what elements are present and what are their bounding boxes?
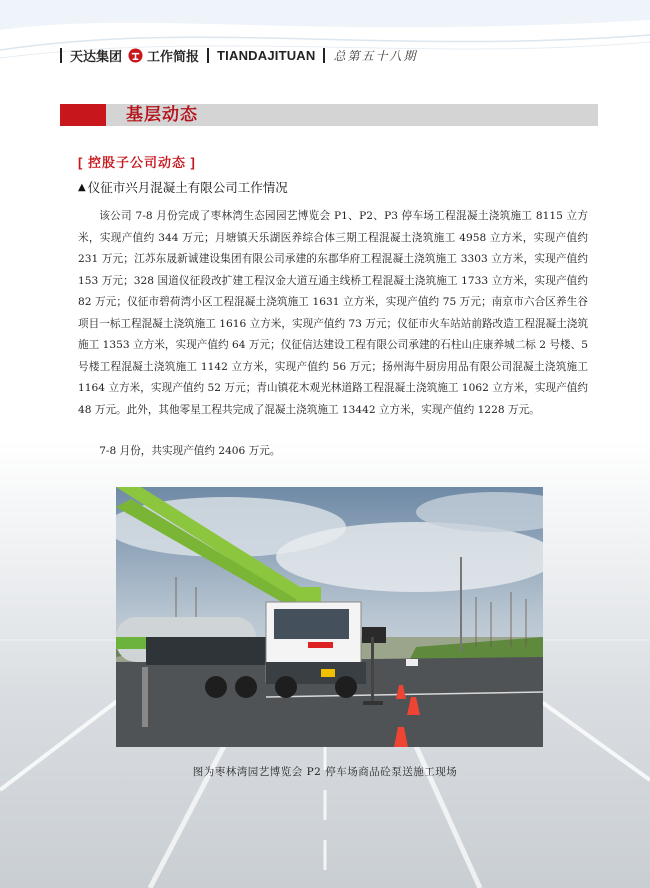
section-title: 基层动态 — [126, 105, 198, 125]
header-divider — [60, 48, 62, 63]
page-header — [60, 44, 418, 66]
section-red-block — [60, 104, 106, 126]
issue-number: 总第五十八期 — [333, 48, 418, 63]
construction-scene-image — [116, 487, 543, 747]
company-english-name: TIANDAJITUAN — [217, 47, 316, 63]
company-name: 天达集团 — [70, 48, 123, 64]
report-name: 工作简报 — [147, 48, 200, 64]
photo-caption: 图为枣林湾园艺博览会 P2 停车场商品砼泵送施工现场 — [192, 766, 458, 778]
article-title-text: 仪征市兴月混凝土有限公司工作情况 — [87, 180, 288, 195]
header-divider — [323, 48, 325, 63]
triangle-marker-icon: ▲ — [78, 181, 86, 193]
header-divider — [207, 48, 209, 63]
site-photo — [116, 487, 543, 747]
subsection-title: [ 控股子公司动态 ] — [78, 155, 196, 170]
article-title — [78, 178, 288, 196]
article-paragraph: 该公司 7-8 月份完成了枣林湾生态园园艺博览会 P1、P2、P3 停车场工程混凝土浇筑施工 8115 立方米，实现产值约 344 万元；月塘镇天乐湖医养综合体三期工程混凝土浇筑施工 4958 立方米，实现产值约 231 万元；江苏东晟新诚建设集团有限公司承建的东郡华府工程混凝土浇筑施工 3303 立方米，实现产值约 153 万元；328 国道仪征段改扩建工程汉金大道互通主线桥工程混凝土浇筑施工 1733 立方米，实现产值约 82 万元；仪征市碧荷湾小区工程混凝土浇筑施工 1631 立方米，实现产值约 75 万元；南京市六合区养生谷项目一标工程混凝土浇筑施工 1616 立方米，实现产值约 73 万元；仪征市火车站站前路改造工程混凝土浇筑施工 1353 立方米，实现产值约 64 万元；仪征信达建设工程有限公司承建的石柱山庄康养城二标 2 号楼、5 号楼工程混凝土浇筑施工 1142 立方米，实现产值约 56 万元；扬州海牛厨房用品有限公司混凝土浇筑施工 1164 立方米，实现产值约 52 万元；青山镇花木观光林道路工程混凝土浇筑施工 1062 立方米，实现产值约 48 万元。此外，其他零星工程共完成了混凝土浇筑施工 13442 立方米，实现产值约 1228 万元。 — [78, 210, 588, 416]
company-logo-icon — [128, 48, 143, 63]
article-summary: 7-8 月份，共实现产值约 2406 万元。 — [99, 445, 281, 457]
